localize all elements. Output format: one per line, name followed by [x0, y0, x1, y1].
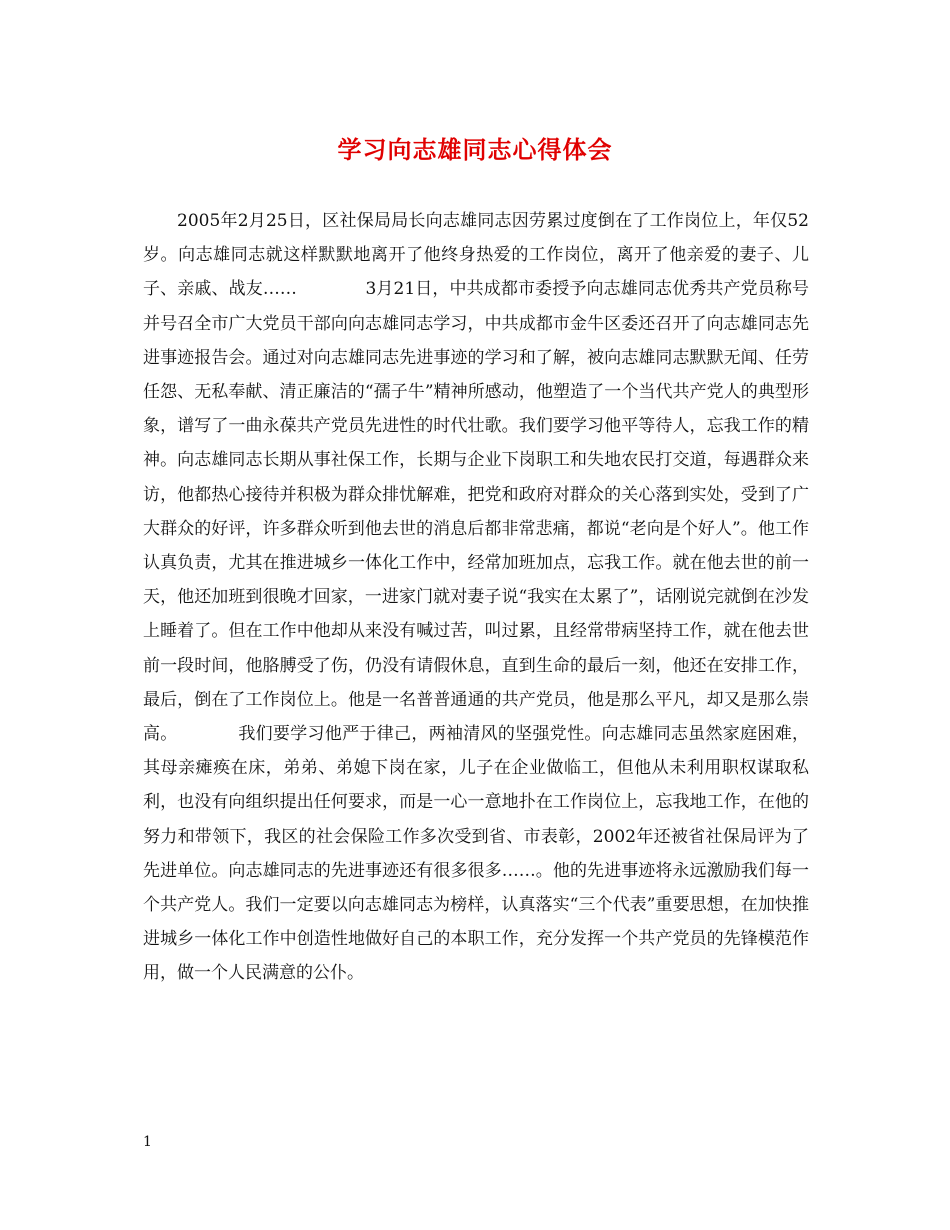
body-paragraph: 2005年2月25日，区社保局局长向志雄同志因劳累过度倒在了工作岗位上，年仅52岁。向志雄同志就这样默默地离开了他终身热爱的工作岗位，离开了他亲爱的妻子、儿子、亲戚、战友…… 3月21日，中共成都市委授予向志雄同志优秀共产党员称号并号召全市广大党员干部向向志雄同志学习，中共成都市金牛区委还召开了向志雄同志先进事迹报告会。通过对向志雄同志先进事迹的学习和了解，被向志雄同志默默无闻、任劳任怨、无私奉献、清正廉洁的“孺子牛”精神所感动，他塑造了一个当代共产党人的典型形象，谱写了一曲永葆共产党员先进性的时代壮歌。我们要学习他平等待人，忘我工作的精神。向志雄同志长期从事社保工作，长期与企业下岗职工和失地农民打交道，每遇群众来访，他都热心接待并积极为群众排忧解难，把党和政府对群众的关心落到实处，受到了广大群众的好评，许多群众听到他去世的消息后都非常悲痛，都说“老向是个好人”。他工作认真负责，尤其在推进城乡一体化工作中，经常加班加点，忘我工作。就在他去世的前一天，他还加班到很晚才回家，一进家门就对妻子说“我实在太累了”，话刚说完就倒在沙发上睡着了。但在工作中他却从来没有喊过苦，叫过累，且经常带病坚持工作，就在他去世前一段时间，他胳膊受了伤，仍没有请假休息，直到生命的最后一刻，他还在安排工作，最后，倒在了工作岗位上。他是一名普普通通的共产党员，他是那么平凡，却又是那么崇高。 我们要学习他严于律己，两袖清风的坚强党性。向志雄同志虽然家庭困难，其母亲瘫痪在床，弟弟、弟媳下岗在家，儿子在企业做临工，但他从未利用职权谋取私利，也没有向组织提出任何要求，而是一心一意地扑在工作岗位上，忘我地工作，在他的努力和带领下，我区的社会保险工作多次受到省、市表彰，2002年还被省社保局评为了先进单位。向志雄同志的先进事迹还有很多很多……。他的先进事迹将永远激励我们每一个共产党人。我们一定要以向志雄同志为榜样，认真落实“三个代表”重要思想，在加快推进城乡一体化工作中创造性地做好自己的本职工作，充分发挥一个共产党员的先锋模范作用，做一个人民满意的公仆。 [143, 211, 809, 984]
document-title: 学习向志雄同志心得体会 [337, 135, 613, 164]
page-number: 1 [143, 1134, 152, 1150]
